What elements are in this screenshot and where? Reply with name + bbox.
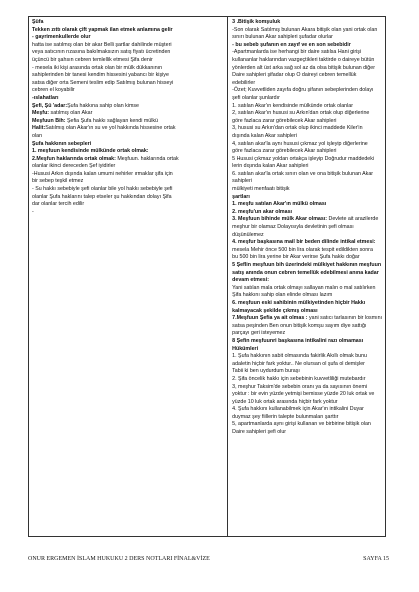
text-line: Şüfa	[32, 19, 44, 25]
text-line	[232, 216, 382, 224]
text-line: -Son olarak Satılmış bulunan Akara bitişik olan yani ortak olan	[232, 26, 378, 33]
term-definition: Şefia Şufa hakkı sağlayan kendi mülkü	[65, 117, 159, 124]
text-line: 2, satılan Akar'ın hususi su Arkın'dan ortak olup diğerlerine	[232, 110, 370, 117]
text-line: duymaz şey fiillerin talepte bulunmaları şarttır	[232, 413, 339, 420]
text-line: Daire sahipleri şefi olur	[232, 429, 287, 436]
text-line: 1. Şufa hakkının sabit olmasında fakirlik Akıllı olmak bunu	[232, 353, 368, 360]
text-line: edebilirler	[232, 79, 256, 86]
text-line: 6. satılan akar'la ortak sınırı olan ve ona bitişik bulunan Akar	[232, 170, 374, 177]
text-line: -Apartmanlarda ise herhangi bir daire satılsa Hani girişi	[232, 49, 362, 56]
text-line: lerin dışında kalan Akar sahipleri	[232, 163, 309, 170]
term-label: Meşfuun Bih:	[32, 117, 66, 124]
text-line	[32, 103, 224, 111]
text-line: - gayrimenkullerde olur	[32, 34, 91, 41]
text-line: Şifa hakkını sahip olan elinde olması lazım	[232, 292, 333, 299]
text-line: 5 Hususi çıkmaz yoldan ortakça işleyip Doğrudur maddedeki	[232, 155, 375, 162]
text-line: satış anında onun cebren temellük edebilmesi anına kadar	[232, 269, 379, 276]
text-line: 3, hususi su Arkın'dan ortak olup ikinci maddede Kiler'in	[232, 125, 363, 132]
term-definition: Satılmış olan Akar'ın su ve yol hakkında hissesine ortak	[45, 125, 176, 132]
text-line: adaletin hiçbir fark yoktur.. Ne olursan ol şufa ol demişler	[232, 360, 365, 367]
text-line: parçayı geri isteyemez	[232, 330, 286, 337]
text-line: 1. satılan Akar'ın kendisinde mülkünde ortak olanlar	[232, 102, 354, 109]
text-line: -	[32, 208, 34, 215]
text-line: -ıslahatları	[32, 94, 59, 101]
text-line: 5 Şeflin meşfuun bih üzerindeki mülkiyet hakkının meşfuun	[232, 262, 382, 268]
text-line: - Su hakkı sebebiyle şefi olanlar bile yol hakkı sebebiyle şefi	[32, 186, 173, 193]
text-line: bu 500 bin lira yerine bir Akar verirse Şufa hakkı doğar	[232, 254, 360, 261]
right-column	[228, 17, 385, 536]
term-label: Meşfu:	[32, 110, 50, 117]
text-line: şartları	[232, 193, 250, 200]
footer-title: ONUR ERGEMEN İSLAM HUKUKU 2 DERS NOTLARI FİNAL&VİZE	[28, 556, 210, 562]
text-line: şefi olanlar şunlardır	[232, 94, 280, 101]
text-line	[232, 315, 382, 323]
text-line: Hükümleri	[232, 345, 259, 352]
page-footer	[28, 556, 389, 562]
text-line: yüzde 10 luk ortak arasında hiçbir fark yoktur	[232, 398, 338, 405]
text-line: sahipleri	[232, 178, 252, 185]
text-line: Tabii ki ben uydurdum buraşı	[232, 368, 300, 375]
text-line: göre fazlaca zarar görebilecek Akar sahipleri	[232, 148, 337, 155]
term-definition: Devlete ait arazilerde	[327, 216, 379, 223]
text-line: -Özet; Kuvvetliden zayıfa doğru şifanın sebeplerinden dolayı	[232, 87, 374, 94]
text-line: 1. meşfu satılan Akar'ın mülkü olması	[232, 201, 327, 208]
text-line	[32, 156, 224, 164]
text-line: Yani satılan mala ortak olmayı sallayan malın o mal satılırken	[232, 284, 376, 291]
text-line: dar olanlar tercih edilir	[32, 201, 85, 208]
text-line: bir sebep teşkil etmez	[32, 178, 84, 185]
text-line: olan	[32, 132, 43, 139]
text-line: - bu sebeb şufanın en zayıf ve en son sebebidir	[232, 41, 351, 48]
text-line: cebren el koyabilir	[32, 87, 75, 94]
text-line: mülkiyeti menfaatı bitişik	[232, 186, 290, 193]
text-line: sınırı bulunan Akar sahipleri şufadar olurlar	[232, 34, 333, 41]
text-line: 6. meşfuun eski sahibinin mülkiyetinden hiçbir Hakkı	[232, 299, 366, 306]
text-line: hatta ise satılmış olan bir akar Belli şartlar dahilinde müşteri	[32, 41, 172, 48]
text-line: 4, satılan akar'la aynı hususi çıkmaz yol işleyip diğerlerine	[232, 140, 368, 147]
text-line: düşünülemez	[232, 231, 264, 238]
term-definition: Şufa hakkına sahip olan kimse	[67, 102, 139, 109]
text-line: meşhur bir olamaz Dolayısıyla devletinin şefi olması	[232, 224, 354, 231]
text-line: 4. Şufa hakkını kullanabilmek için Akar'ın intikalini Duyar	[232, 406, 364, 413]
text-line: üçüncü bir şahsın cebren temlellik etmesi Şifa denir	[32, 56, 153, 63]
text-line: dışında kalan Akar sahipleri	[232, 132, 297, 139]
text-line: Daire sahipleri şifadar olup O daireyi cebren temellük	[232, 72, 357, 79]
text-line: kalmayacak şekilde çıkmış olması	[232, 307, 318, 314]
text-line: olanlar ikinci dereceden Şef iyidirler	[32, 163, 116, 170]
text-line: sahiplerinden bir tanesi kendim hissesini yabancı bir kişiye	[32, 72, 169, 79]
text-line: yönlerden alt üst arka sağ sol az da olsa bitişik bulunan diğer	[232, 64, 375, 71]
text-line: satsa peşinden Ben onun bitişik komşu sayım diye sattığı	[232, 322, 367, 329]
text-line: 8 Şefin meşfuunri başkasına intikalini razı olmaması	[232, 337, 364, 344]
term-definition: yani satıcı tarlasının bir losmını	[307, 315, 382, 322]
text-line: devam etmesi:	[232, 277, 269, 284]
text-line: mesela Mehir önce 500 bin lira olarak tespit edildikten sonra	[232, 246, 373, 253]
text-line: 2. meşfu'un akar olması	[232, 208, 292, 215]
term-definition: satılmış olan Akar	[49, 110, 93, 117]
text-line	[32, 118, 224, 126]
text-line: 3, meşhur Taksim'de sebebin oranı ya da sayısının önemi	[232, 383, 368, 390]
text-line: Şufa hakkının sebepleri	[32, 140, 92, 147]
text-line: göre fazlaca zarar görebilecek Akar sahipleri	[232, 117, 337, 124]
text-line: yoktur : bir evin yüzde yetmişi bemisse yüzde 20 luk ortak ve	[232, 391, 375, 398]
text-line	[32, 110, 224, 118]
text-line: kullananlar haklarından vazgeçtikleri taktirde o daireye bütün	[232, 56, 375, 63]
page-number: SAYFA 15	[363, 556, 389, 562]
term-definition: Meşfuun. haklarında ortak	[115, 155, 179, 162]
page-frame	[28, 16, 386, 537]
text-line: -Hususi Arkın dışında kalan umumi nehirler ırmaklar şifa için	[32, 170, 173, 177]
text-line: 1. meşfuun kendisinde mülkünde ortak olmak:	[32, 148, 149, 155]
text-line: - mesela iki kişi arasında ortak olan bir mülk dükkanının	[32, 64, 163, 71]
term-label: Şefi, Şü 'adar:	[32, 102, 68, 109]
text-line: veya satıcının rızasına bakılmaksızın satış fiyatı ücretinden	[32, 49, 171, 56]
text-line: Tekken zıttı olarak çift yapmak ilan etmek anlamına gelir	[32, 26, 173, 33]
text-line	[32, 125, 224, 133]
text-line: olanlar Şufa haklarını talep etseler şu hakkından dolayı Şifa	[32, 193, 172, 200]
term-label: 7.Meşfuun Şefia ya ait olmas :	[232, 315, 308, 322]
term-label: 3. Meşfuun bihinde mülk Akar olması:	[232, 216, 328, 223]
text-line: 5, apartmanlarda aynı girişi kullanan ve birbirine bitişik olan	[232, 421, 371, 428]
text-line: 2. Şifa öncelik hakkı için sebebinin kuvvetliliği mutebardır	[232, 375, 366, 382]
text-line: 3 .Bitişik komşuluk	[232, 19, 281, 25]
text-line: 4. meşfur başkasına mail bir beden dilinde intikal etmesi:	[232, 239, 376, 246]
text-line: satsa diğer orta Semeni teslim edip Satılmış bulunan hisseyi	[32, 79, 174, 86]
left-column	[29, 17, 228, 536]
term-label: Halit:	[32, 125, 46, 132]
term-label: 2.Meşfun haklarında ortak olmak:	[32, 155, 116, 162]
